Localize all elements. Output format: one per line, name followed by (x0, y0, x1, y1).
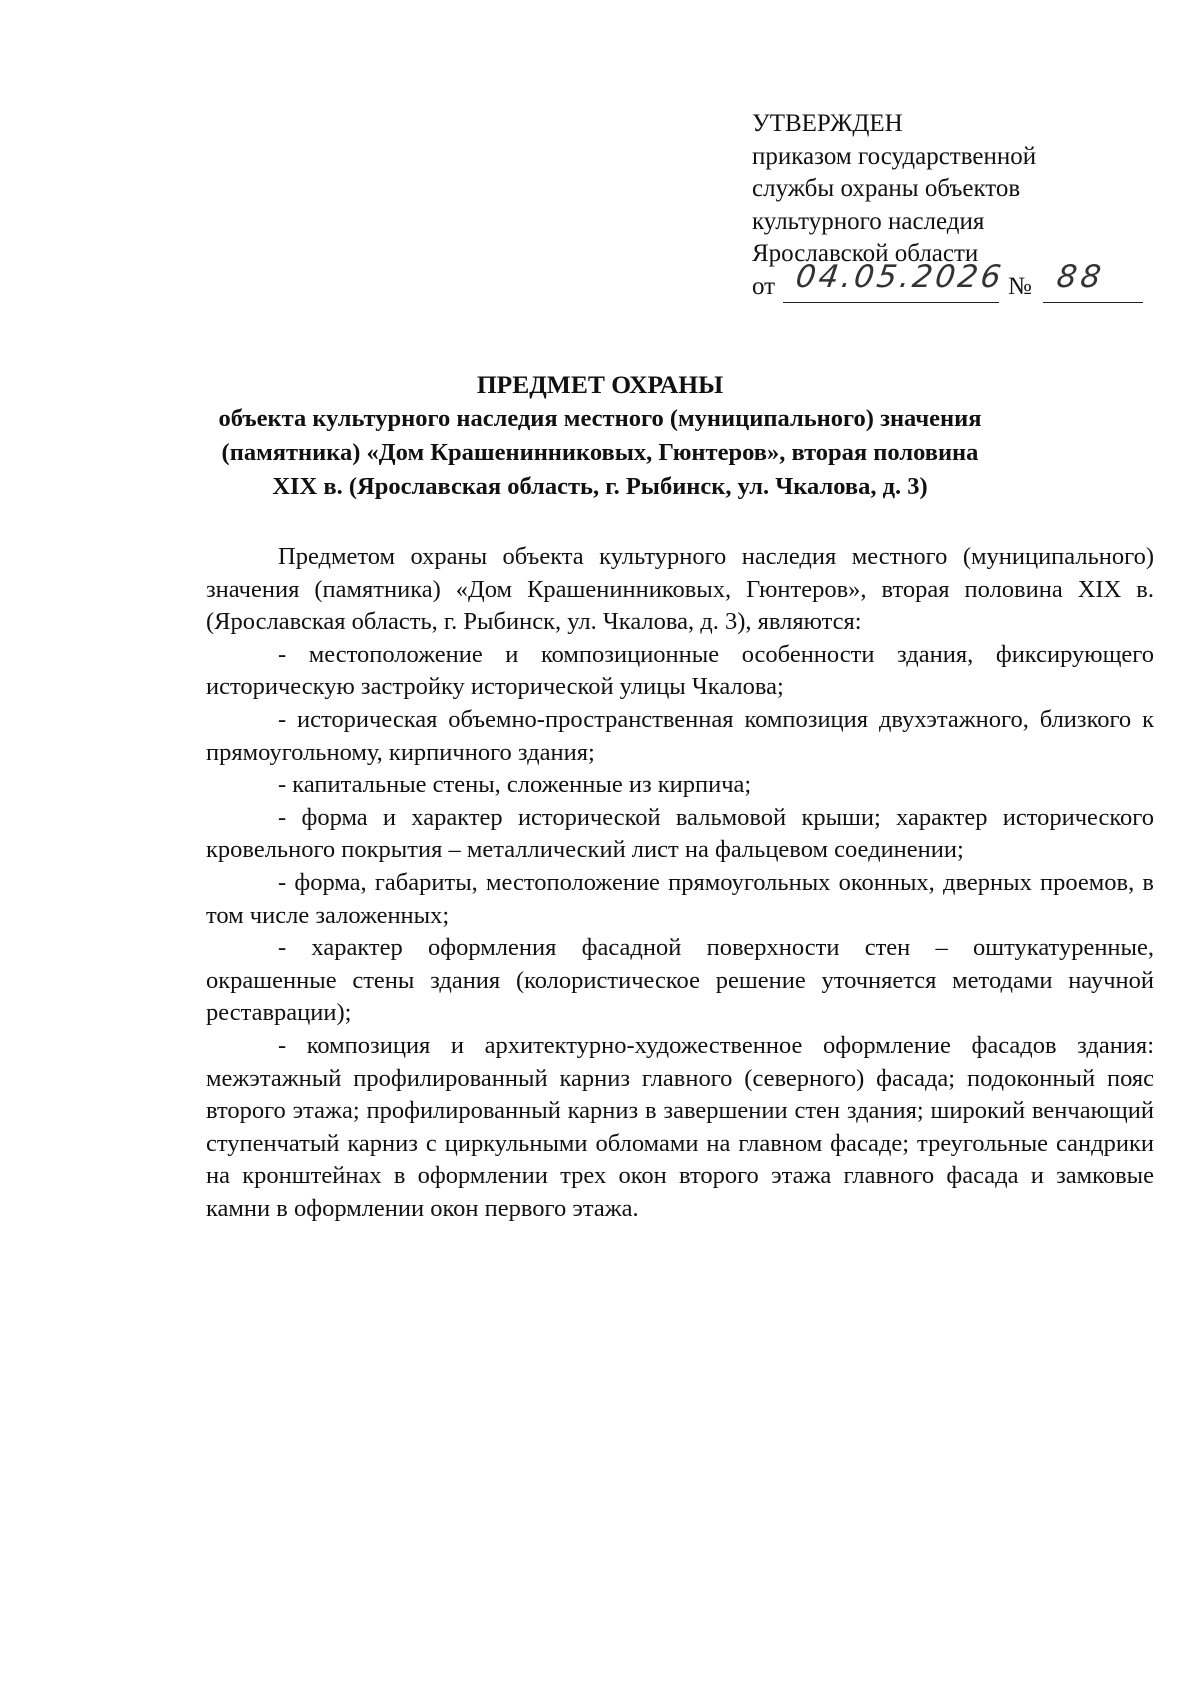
title-subline: (памятника) «Дом Крашенинниковых, Гюнтеров», вторая половина (221, 439, 979, 466)
approval-line: приказом государственной (752, 142, 1037, 170)
handwritten-date: 04.05.2026 (793, 258, 1007, 295)
number-sign-label: № (1008, 272, 1032, 300)
document-title: ПРЕДМЕТ ОХРАНЫ (476, 370, 724, 399)
approval-line: Ярославской области (752, 240, 979, 267)
protection-item: - местоположение и композиционные особенности здания, фиксирующего историческую застройку исторической улицы Чкалова; (206, 640, 1154, 701)
protection-item: - композиция и архитектурно-художественное оформление фасадов здания: межэтажный профилированный карниз главного (северного) фасада; подоконный пояс второго этажа; профилированный карниз в завершении стен здания; широкий венчающий ступенчатый карниз с циркульными обломами на главном фасаде; треугольные сандрики на кронштейнах в оформлении трех окон второго этажа главного фасада и замковые камни в оформлении окон первого этажа. (206, 1031, 1154, 1222)
approval-line: культурного наследия (752, 207, 985, 235)
title-subline: объекта культурного наследия местного (муниципального) значения (218, 405, 982, 432)
number-underline (1043, 302, 1143, 303)
date-prefix-label: от (752, 272, 776, 300)
handwritten-number: 88 (1054, 258, 1108, 295)
protection-item: - форма, габариты, местоположение прямоугольных оконных, дверных проемов, в том числе заложенных; (206, 868, 1154, 929)
title-subline: XIX в. (Ярославская область, г. Рыбинск, ул. Чкалова, д. 3) (272, 473, 928, 500)
protection-item: - капитальные стены, сложенные из кирпича; (278, 771, 752, 799)
protection-item: - историческая объемно-пространственная композиция двухэтажного, близкого к прямоугольному, кирпичного здания; (206, 705, 1154, 766)
document-title-block (200, 368, 1000, 504)
document-body (206, 541, 1154, 1225)
intro-paragraph: Предметом охраны объекта культурного наследия местного (муниципального) значения (памятника) «Дом Крашенинниковых, Гюнтеров», вторая половина XIX в. (Ярославская область, г. Рыбинск, ул. Чкалова, д. 3), являются: (206, 543, 1154, 636)
approval-heading: УТВЕРЖДЕН (752, 110, 903, 137)
approval-line: службы охраны объектов (752, 175, 1021, 202)
protection-item: - форма и характер исторической вальмовой крыши; характер исторического кровельного покрытия – металлический лист на фальцевом соединении; (206, 803, 1154, 864)
date-underline (783, 302, 999, 303)
approval-block (752, 108, 1152, 305)
protection-item: - характер оформления фасадной поверхности стен – оштукатуренные, окрашенные стены здания (колористическое решение уточняется методами научной реставрации); (206, 934, 1154, 1027)
order-date-number-line (752, 258, 1152, 305)
